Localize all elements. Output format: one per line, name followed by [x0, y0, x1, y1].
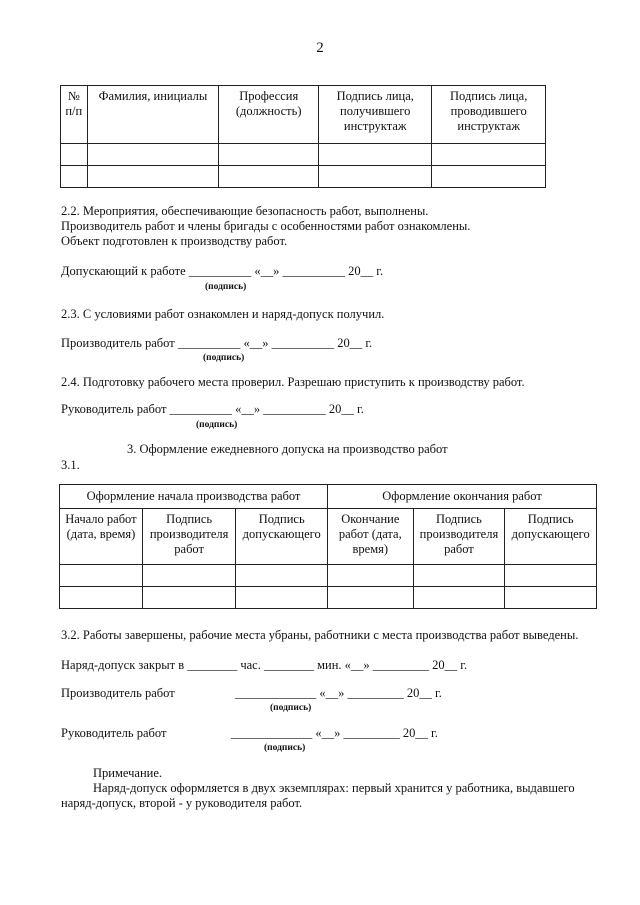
col-header-received-signature: Подпись лица, получившего инструктаж	[319, 86, 432, 144]
group-header-end: Оформление окончания работ	[328, 485, 597, 509]
table-cell[interactable]	[236, 587, 328, 609]
table-cell[interactable]	[505, 587, 597, 609]
note-line-2: наряд-допуск, второй - у руководителя работ.	[61, 796, 303, 810]
table-cell[interactable]	[60, 565, 143, 587]
signature-caption: (подпись)	[203, 353, 245, 363]
signature-caption: (подпись)	[270, 703, 312, 713]
table-row	[60, 565, 597, 587]
admitting-signature-line: Допускающий к работе __________ «__» __________ 20__ г.	[61, 264, 384, 278]
closed-time-line: Наряд-допуск закрыт в ________ час. ________ мин. «__» _________ 20__ г.	[61, 658, 468, 672]
section-2-2-line-1: 2.2. Мероприятия, обеспечивающие безопасность работ, выполнены.	[61, 204, 429, 218]
section-2-4-text: 2.4. Подготовку рабочего места проверил. Разрешаю приступить к производству работ.	[61, 375, 525, 389]
signature-caption: (подпись)	[205, 282, 247, 292]
col-header-profession: Профессия (должность)	[219, 86, 319, 144]
table-cell[interactable]	[432, 166, 546, 188]
table-cell[interactable]	[87, 166, 219, 188]
daily-admission-table	[59, 484, 597, 609]
table-cell[interactable]	[219, 166, 319, 188]
table-cell[interactable]	[60, 587, 143, 609]
producer-signature-line: Производитель работ __________ «__» __________ 20__ г.	[61, 336, 373, 350]
table-cell[interactable]	[61, 166, 88, 188]
table-row	[61, 166, 546, 188]
note-title: Примечание.	[93, 766, 163, 780]
section-3-heading: 3. Оформление ежедневного допуска на производство работ	[127, 442, 448, 456]
manager-signature-line: _____________ «__» _________ 20__ г.	[231, 726, 438, 740]
table-cell[interactable]	[432, 144, 546, 166]
table-cell[interactable]	[328, 587, 414, 609]
col-header-producer-signature-end: Подпись производителя работ	[413, 509, 505, 565]
group-header-start: Оформление начала производства работ	[60, 485, 328, 509]
col-header-number: № п/п	[61, 86, 88, 144]
table-cell[interactable]	[413, 565, 505, 587]
col-header-start-time: Начало работ (дата, время)	[60, 509, 143, 565]
col-header-conducted-signature: Подпись лица, проводившего инструктаж	[432, 86, 546, 144]
col-header-admitting-signature-end: Подпись допускающего	[505, 509, 597, 565]
signature-caption: (подпись)	[196, 420, 238, 430]
table-cell[interactable]	[219, 144, 319, 166]
table-cell[interactable]	[87, 144, 219, 166]
manager-signature-line: Руководитель работ __________ «__» __________ 20__ г.	[61, 402, 364, 416]
page-number: 2	[316, 40, 324, 56]
section-3-2-text: 3.2. Работы завершены, рабочие места убраны, работники с места производства работ выведены.	[61, 628, 579, 642]
col-header-end-time: Окончание работ (дата, время)	[328, 509, 414, 565]
table-cell[interactable]	[319, 144, 432, 166]
col-header-name: Фамилия, инициалы	[87, 86, 219, 144]
table-cell[interactable]	[236, 565, 328, 587]
producer-signature-line: _____________ «__» _________ 20__ г.	[235, 686, 442, 700]
manager-label: Руководитель работ	[61, 726, 167, 740]
signature-caption: (подпись)	[264, 743, 306, 753]
table-cell[interactable]	[319, 166, 432, 188]
table-row	[60, 587, 597, 609]
table-cell[interactable]	[413, 587, 505, 609]
section-3-1-label: 3.1.	[61, 458, 80, 472]
section-2-2-line-3: Объект подготовлен к производству работ.	[61, 234, 288, 248]
col-header-producer-signature: Подпись производителя работ	[142, 509, 235, 565]
note-line-1: Наряд-допуск оформляется в двух экземплярах: первый хранится у работника, выдавшего	[93, 781, 575, 795]
col-header-admitting-signature: Подпись допускающего	[236, 509, 328, 565]
table-cell[interactable]	[142, 565, 235, 587]
briefing-table	[60, 85, 546, 188]
table-cell[interactable]	[142, 587, 235, 609]
producer-label: Производитель работ	[61, 686, 175, 700]
section-2-3-text: 2.3. С условиями работ ознакомлен и наряд-допуск получил.	[61, 307, 385, 321]
table-cell[interactable]	[328, 565, 414, 587]
section-2-2-line-2: Производитель работ и члены бригады с особенностями работ ознакомлены.	[61, 219, 471, 233]
table-cell[interactable]	[61, 144, 88, 166]
table-row	[61, 144, 546, 166]
table-cell[interactable]	[505, 565, 597, 587]
